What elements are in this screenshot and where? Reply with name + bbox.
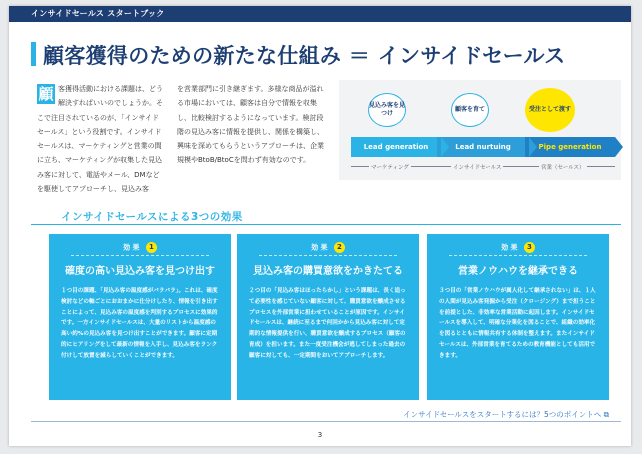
- stage-label: Lead generation: [363, 143, 429, 151]
- title-row: [31, 40, 621, 70]
- card-divider: [71, 255, 209, 256]
- section-divider: [31, 224, 621, 225]
- department-inside-sales: インサイドセールス: [453, 165, 502, 171]
- stage-lead-nurturing: [437, 137, 529, 157]
- effect-body: ３つ目の「営業ノウハウが属人化して継承されない」は、１人の人間が見込み客発掘から受注（クロージング）まで担うことを前提とした、非効率な営業活動に起因します。インサイドセールスを導入して、明確な分業化を図ることで、組織の効率化を図るとともに情報共有する体制を整えます。またインサイドセールスは、外部営業を育てるための教育機能としても活用できます。: [439, 288, 596, 359]
- stage-lead-generation: [351, 137, 441, 157]
- stage-arrow: [441, 137, 449, 157]
- effect-body: １つ目の課題、「見込み客の温度感がバラバラ」。これは、確度検討などの軸ごとにおおまかに仕分けしたり、情報を引き出すことによって、見込み客の温度感を判別するプロセスに効果的です。一方インサイドセールスは、大量のリストから温度感の高い約%の見込み客を見つけ出すことができます。顧客に定期的にヒアリングをして最新の情報を入手し、見込み客をランク付けして放置を減らしていくことができます。: [61, 288, 218, 359]
- effect-label-text: 効 果: [311, 243, 328, 252]
- drop-cap: 顧: [38, 85, 54, 103]
- effect-label: [427, 242, 609, 253]
- stage-label: Lead nurtuing: [455, 143, 511, 151]
- next-section-link-text[interactable]: インサイドセールスをスタートするには？5つのポイントへ: [403, 410, 602, 419]
- external-link-icon: ⧉: [603, 410, 609, 419]
- intro-text-1: 客獲得活動における課題は、どう解決すればいいのでしょうか。そこで注目されているのが、「インサイドセールス」という役割です。インサイドセールスは、マーケティングと営業の間に立ち、マーケティングが収集した見込み客に対して、電話やメール、DMなどを駆使してアプローチし、見込み客: [37, 85, 163, 194]
- effect-label: [49, 242, 231, 253]
- effect-label: [237, 242, 419, 253]
- section-title: インサイドセールスによる3つの効果: [61, 211, 243, 223]
- next-section-link[interactable]: [403, 409, 609, 420]
- card-divider: [449, 255, 587, 256]
- stage-arrow: [529, 137, 537, 157]
- stage-arrow: [615, 137, 623, 157]
- stage-pipe-generation: [525, 137, 615, 157]
- bubble-find: 見込み客を見つけ: [368, 93, 406, 127]
- effect-heading: 確度の高い見込み客を見つけ出す: [65, 266, 215, 277]
- bubble-handover: 受注として渡す: [525, 88, 575, 132]
- page-number: 3: [317, 431, 323, 439]
- page-title: 顧客獲得のための新たな仕組み ＝ インサイドセールス: [43, 44, 566, 68]
- effect-number: 1: [146, 242, 157, 253]
- effect-label-text: 効 果: [123, 243, 140, 252]
- department-marketing: マーケティング: [371, 165, 409, 171]
- process-diagram: [339, 80, 621, 180]
- card-divider: [259, 255, 397, 256]
- intro-column-2: を営業部門に引き継ぎます。多様な商品が溢れる市場においては、顧客は自分で情報を収集し、比較検討するようになっています。検討段階の見込み客に情報を提供し、関係を構築し、興味を深めてもらうというアプローチは、企業規模やBtoB/BtoCを問わず有効なのです。: [177, 85, 324, 165]
- book-title: インサイドセールス スタートブック: [31, 9, 165, 18]
- footer-divider: [31, 421, 621, 422]
- effect-card-3: [427, 234, 609, 400]
- page: [9, 6, 631, 446]
- effect-card-2: [237, 234, 419, 400]
- intro-column-1: [37, 82, 165, 196]
- effect-label-text: 効 果: [501, 243, 518, 252]
- effect-body: ２つ目の「見込み客はほったらかし」という課題は、長く追って必要性を感じていない顧客に対して、購買意欲を醸成させるプロセスを外部営業に担わせていることが原因です。インサイドセールスは、継続に至るまで何回かから見込み客に対して定期的な情報提供を行い、購買意欲を醸成するプロセス（顧客の育成）を担います。また一度受注機会が逃してしまった過去の顧客に対しても、一定期間をおいてアプローチします。: [249, 288, 406, 359]
- effect-card-1: [49, 234, 231, 400]
- bubble-nurture: 顧客を育て: [451, 93, 489, 127]
- effect-heading: 見込み客の購買意欲をかきたてる: [253, 266, 403, 277]
- header-bar: [9, 6, 631, 22]
- stage-label: Pipe generation: [538, 143, 602, 151]
- effect-number: 3: [524, 242, 535, 253]
- title-accent-bar: [31, 42, 36, 66]
- effect-heading: 営業ノウハウを継承できる: [458, 266, 578, 277]
- department-sales: 営業（セールス）: [541, 165, 585, 171]
- effect-number: 2: [334, 242, 345, 253]
